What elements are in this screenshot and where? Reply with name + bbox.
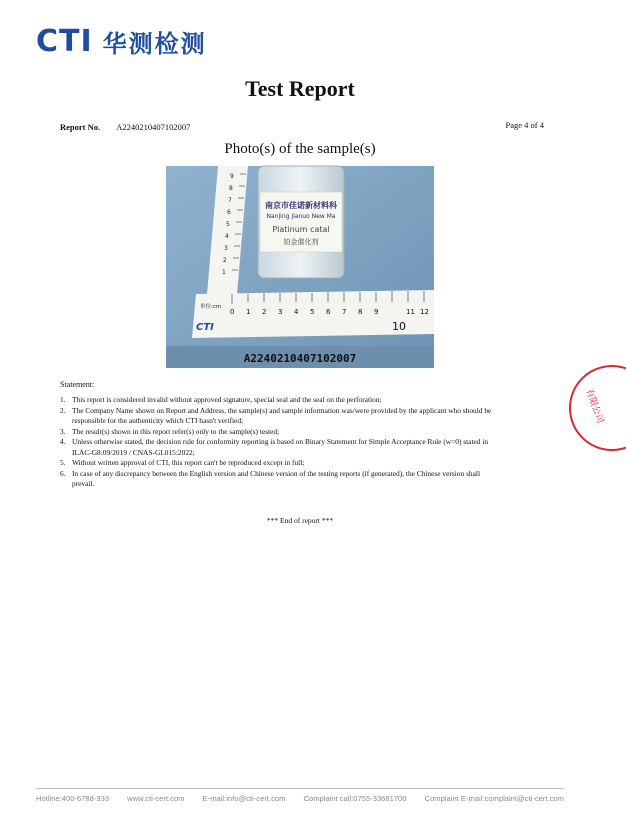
photo-caption: A2240210407102007 [243,352,357,365]
footer-website: www.cti-cert.com [127,794,185,803]
vruler-num: 2 [223,257,227,264]
statement-item-number: 2. [60,405,66,415]
page-number: Page 4 of 4 [505,120,544,130]
company-logo [36,23,207,59]
footer-complaint-email: Complaint E-mail:complaint@cti-cert.com [424,794,564,803]
sample-bottle [258,166,344,278]
horizontal-ruler [192,290,434,338]
statement-item-number: 6. [60,468,66,478]
vruler-num: 9 [230,173,234,180]
statement-item-text: This report is considered invalid without approved signature, special seal and the seal on the perforation; [72,395,382,404]
statement-item-text: In case of any discrepancy between the English version and Chinese version of the testing reports (if generated), the Chinese version shall prevail. [72,468,481,488]
bottle-label-line: Platinum catal [272,225,330,234]
logo-chinese-name: 华测检测 [102,29,207,58]
statement-item-text: Without written approval of CTI, this report can't be reproduced except in full; [72,458,305,467]
page-title: Test Report [245,76,355,101]
hruler-num: 9 [374,308,379,316]
hruler-num: 5 [310,308,315,316]
statement-item-text: The Company Name shown on Report and Address, the sample(s) and sample information was/were provided by the applicant who should be responsible for the authenticity which CTI hasn't verified; [72,405,492,425]
statement-item [60,395,500,406]
vruler-num: 1 [222,269,226,276]
statement-item-text: The result(s) shown in this report refer(s) only to the sample(s) tested; [72,426,280,436]
statement-item-number: 3. [60,426,66,436]
hruler-num: 0 [230,308,235,316]
statement-item-text: Unless otherwise stated, the decision rule for conformity reporting is based on Binary Statement for Simple Acceptance Rule (w=0) stated in ILAC-G8:09/2019 / CNAS-GL015:2022; [72,437,489,457]
vruler-num: 3 [224,245,228,252]
hruler-num: 8 [358,308,363,316]
report-number [60,122,190,132]
statement-item-number: 5. [60,458,66,467]
ruler-brand: CTI [196,322,214,333]
sample-photo [166,166,434,368]
vruler-num: 4 [225,233,229,240]
hruler-num: 11 [406,308,415,316]
statement-heading: Statement: [60,380,95,389]
hruler-num: 1 [246,308,251,316]
footer-hotline: Hotline:400-6788-333 [36,794,110,803]
company-seal [566,360,626,456]
seal-text: 有限公司 [583,387,605,425]
statement-list [60,395,500,490]
page-footer [36,794,564,803]
statement-item-number: 4. [60,437,66,446]
hruler-num: 10 [392,320,406,333]
statement-item [60,427,500,438]
statement-item-number: 1. [60,395,66,404]
bottle-label-line: 南京市佳诺新材料科 [265,201,337,210]
ruler-unit: 单位:cm [200,304,222,310]
photo-section-title: Photo(s) of the sample(s) [224,141,376,157]
bottle-label-line: 铂金催化剂 [283,238,319,246]
hruler-num: 7 [342,308,347,316]
vruler-num: 7 [228,197,232,204]
statement-item [60,437,500,458]
end-of-report: *** End of report *** [266,516,334,525]
hruler-num: 2 [262,308,267,316]
bottle-label-line: Nanjing Jianuo New Ma [266,213,336,220]
vruler-num: 6 [227,209,231,216]
vruler-num: 5 [226,221,230,228]
vruler-num: 8 [229,185,233,192]
statement-item [60,406,500,427]
hruler-num: 6 [326,308,331,316]
hruler-num: 12 [420,308,429,316]
footer-email: E-mail:info@cti-cert.com [202,794,286,803]
hruler-num: 3 [278,308,283,316]
footer-divider [36,788,564,789]
hruler-num: 4 [294,308,299,316]
footer-complaint-call: Complaint call:0755-33681700 [303,794,407,803]
statement-item [60,458,500,469]
report-number-label: Report No. [60,122,101,132]
report-number-value: A2240210407102007 [116,122,191,132]
logo-brand: CTI [36,23,93,59]
statement-item [60,469,500,490]
